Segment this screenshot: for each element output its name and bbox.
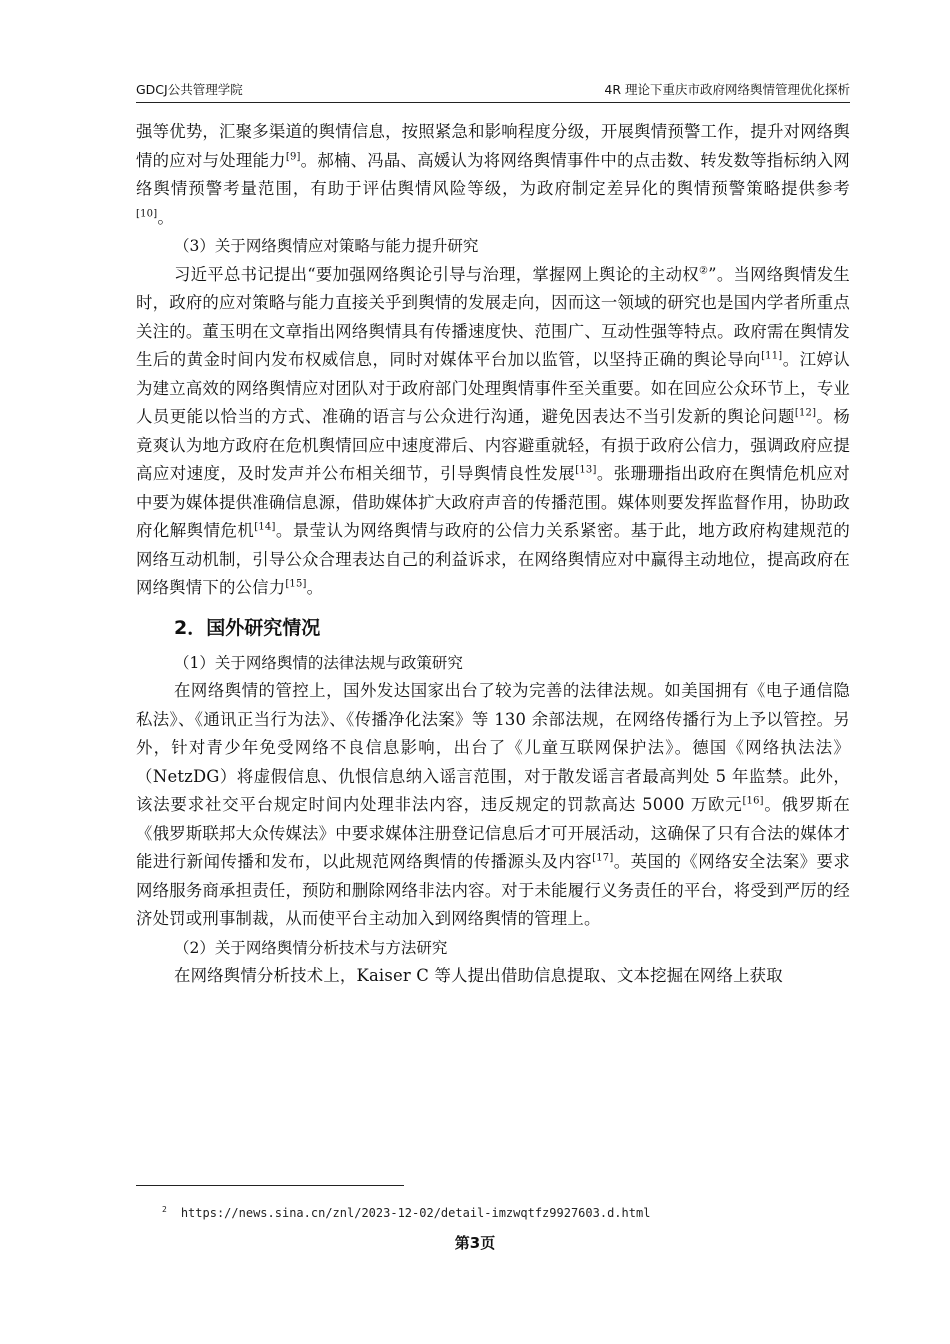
page-number: 第3页 bbox=[454, 1234, 496, 1252]
page-header bbox=[136, 76, 850, 103]
header-paper-title: 4R 理论下重庆市政府网络舆情管理优化探析 bbox=[604, 82, 850, 97]
paragraph-laws-policies: 在网络舆情的管控上，国外发达国家出台了较为完善的法律法规。如美国拥有《电子通信隐私法》、《通讯正当行为法》、《传播净化法案》等 130 余部法规，在网络传播行为上予以管控。另外，针对青少年免受网络不良信息影响，出台了《儿童互联网保护法》。德国《网络执法法》（NetzDG）将虚假信息、仇恨信息纳入谣言范围，对于散发谣言者最高判处 5 年监禁。此外，该法要求社交平台规定时间内处理非法内容，违反规定的罚款高达 5000 万欧元[16]。俄罗斯在《俄罗斯联邦大众传媒法》中要求媒体注册登记信息后才可开展活动，这确保了只有合法的媒体才能进行新闻传播和发布，以此规范网络舆情的传播源头及内容[17]。英国的《网络安全法案》要求网络服务商承担责任，预防和删除网络非法内容。对于未能履行义务责任的平台，将受到严厉的经济处罚或刑事制裁，从而使平台主动加入到网络舆情的管理上。 bbox=[136, 681, 851, 928]
citation-13: [13] bbox=[575, 464, 597, 476]
paragraph-response-strategy: 习近平总书记提出“要加强网络舆论引导与治理，掌握网上舆论的主动权②”。当网络舆情发生时，政府的应对策略与能力直接关乎到舆情的发展走向，因而这一领域的研究也是国内学者所重点关注的。董玉明在文章指出网络舆情具有传播速度快、范围广、互动性强等特点。政府需在舆情发生后的黄金时间内发布权威信息，同时对媒体平台加以监管，以坚持正确的舆论导向[11]。江婷认为建立高效的网络舆情应对团队对于政府部门处理舆情事件至关重要。如在回应公众环节上，专业人员更能以恰当的方式、准确的语言与公众进行沟通，避免因表达不当引发新的舆论问题[12]。杨竟爽认为地方政府在危机舆情回应中速度滞后、内容避重就轻，有损于政府公信力，强调政府应提高应对速度，及时发声并公布相关细节，引导舆情良性发展[13]。张珊珊指出政府在舆情危机应对中要为媒体提供准确信息源，借助媒体扩大政府声音的传播范围。媒体则要发挥监督作用，协助政府化解舆情危机[14]。景莹认为网络舆情与政府的公信力关系紧密。基于此，地方政府构建规范的网络互动机制，引导公众合理表达自己的利益诉求，在网络舆情应对中赢得主动地位，提高政府在网络舆情下的公信力[15]。 bbox=[136, 264, 851, 597]
subheading-laws-policies: （1）关于网络舆情的法律法规与政策研究 bbox=[174, 653, 463, 672]
section-heading-foreign-research: 2．国外研究情况 bbox=[174, 616, 321, 639]
page-body bbox=[136, 118, 850, 991]
citation-15: [15] bbox=[285, 578, 307, 590]
citation-11: [11] bbox=[761, 350, 783, 362]
citation-14: [14] bbox=[254, 521, 276, 533]
footnote-url: https://news.sina.cn/znl/2023-12-02/detail-imzwqtfz9927603.d.html bbox=[180, 1206, 651, 1220]
paragraph-warning: 强等优势，汇聚多渠道的舆情信息，按照紧急和影响程度分级，开展舆情预警工作，提升对网络舆情的应对与处理能力[9]。郝楠、冯晶、高媛认为将网络舆情事件中的点击数、转发数等指标纳入网络舆情预警考量范围，有助于评估舆情风险等级，为政府制定差异化的舆情预警策略提供参考[10]。 bbox=[136, 122, 850, 227]
footnote-ref-2: ② bbox=[698, 265, 709, 277]
citation-12: [12] bbox=[794, 407, 817, 419]
subheading-response-strategy: （3）关于网络舆情应对策略与能力提升研究 bbox=[174, 237, 479, 255]
header-institution: GDCJ公共管理学院 bbox=[136, 82, 243, 97]
paragraph-analysis-techniques: 在网络舆情分析技术上，Kaiser C 等人提出借助信息提取、文本挖掘在网络上获取 bbox=[174, 966, 783, 985]
citation-9: [9] bbox=[285, 151, 301, 163]
citation-17: [17] bbox=[592, 852, 614, 864]
footnote-number: 2 bbox=[162, 1205, 167, 1214]
citation-16: [16] bbox=[742, 795, 764, 807]
citation-10: [10] bbox=[136, 208, 158, 220]
footnote-divider bbox=[136, 1185, 404, 1186]
footnote bbox=[162, 1205, 650, 1220]
subheading-analysis-techniques: （2）关于网络舆情分析技术与方法研究 bbox=[174, 938, 448, 957]
